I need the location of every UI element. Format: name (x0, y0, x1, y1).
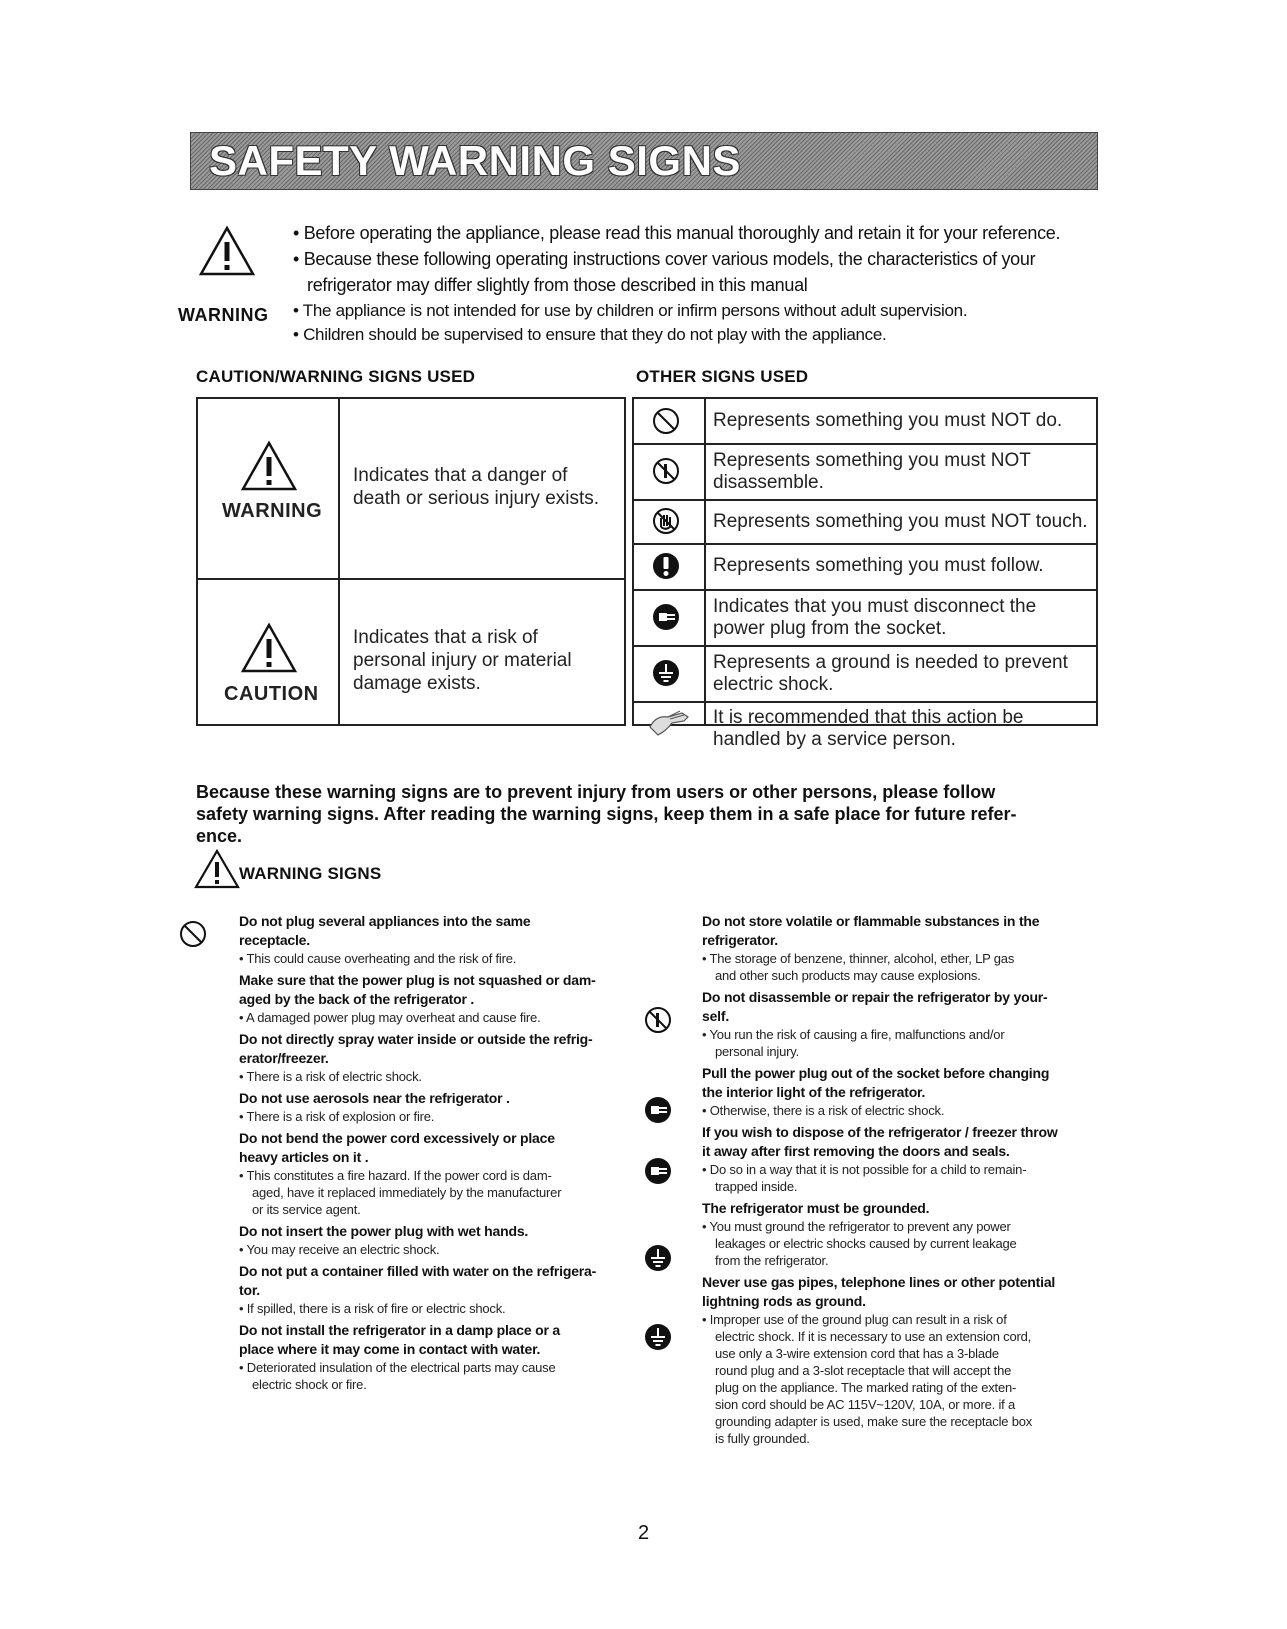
list-item: Do not plug several appliances into the same receptacle. • This could cause overheating and the risk of fire. (239, 912, 649, 967)
caution-warning-heading: CAUTION/WARNING SIGNS USED (196, 367, 476, 386)
table-divider (338, 397, 340, 726)
list-item: Make sure that the power plug is not squashed or dam- aged by the back of the refrigerator . • A damaged power plug may overheat and cause fire. (239, 971, 649, 1026)
notice-paragraph: Because these warning signs are to prevent injury from users or other persons, please follow safety warning signs. After reading the warning signs, keep them in a safe place for future refer- ence. (196, 782, 1017, 846)
table-divider (632, 645, 1098, 647)
intro-bullet: • Because these following operating instructions cover various models, the characteristics of your (293, 247, 1035, 271)
other-sign-text: Represents something you must NOT touch. (713, 511, 1088, 532)
unplug-icon (643, 1095, 673, 1125)
warning-signs-heading: WARNING SIGNS (239, 864, 382, 883)
other-sign-text: Indicates that you must disconnect the power plug from the socket. (713, 596, 1037, 639)
list-item: Do not directly spray water inside or outside the refrig- erator/freezer. • There is a risk of electric shock. (239, 1030, 649, 1085)
no-disassemble-icon (651, 456, 681, 486)
right-warning-list (702, 912, 1097, 1451)
list-item: Do not insert the power plug with wet hands. • You may receive an electric shock. (239, 1222, 649, 1258)
intro-warning-label: WARNING (178, 305, 269, 325)
table-divider (196, 578, 626, 580)
ground-icon (643, 1243, 673, 1273)
list-item: Pull the power plug out of the socket before changing the interior light of the refrigerator. • Otherwise, there is a risk of electric shock. (702, 1064, 1097, 1119)
table-divider (632, 701, 1098, 703)
no-touch-icon (651, 506, 681, 536)
warning-triangle-icon (194, 849, 240, 889)
other-sign-text: Represents something you must follow. (713, 555, 1044, 576)
intro-bullet: • The appliance is not intended for use by children or infirm persons without adult supervision. (293, 299, 967, 323)
warning-label: WARNING (222, 500, 323, 522)
warning-description: Indicates that a danger of death or serious injury exists. (353, 465, 600, 509)
no-disassemble-icon (643, 1005, 673, 1035)
ground-icon (643, 1322, 673, 1352)
caution-triangle-icon (240, 622, 298, 674)
other-sign-text: It is recommended that this action be handled by a service person. (713, 707, 1024, 750)
intro-bullet: • Before operating the appliance, please read this manual thoroughly and retain it for your reference. (293, 221, 1060, 245)
list-item: Do not bend the power cord excessively or place heavy articles on it . • This constitutes a fire hazard. If the power cord is dam- aged, have it replaced immediately by the manufacturer or its service agent. (239, 1129, 649, 1218)
service-person-icon (646, 707, 692, 741)
warning-triangle-icon (198, 225, 256, 277)
table-divider (632, 499, 1098, 501)
unplug-icon (643, 1156, 673, 1186)
must-follow-icon (651, 551, 681, 581)
intro-bullet-continued: refrigerator may differ slightly from those described in this manual (307, 275, 808, 295)
other-signs-heading: OTHER SIGNS USED (636, 367, 809, 386)
table-divider (704, 397, 706, 726)
left-warning-list (239, 912, 649, 1397)
table-divider (632, 443, 1098, 445)
other-sign-text: Represents something you must NOT do. (713, 410, 1063, 431)
table-divider (632, 543, 1098, 545)
list-item: Do not use aerosols near the refrigerator . • There is a risk of explosion or fire. (239, 1089, 649, 1125)
list-item: Do not disassemble or repair the refrigerator by your- self. • You run the risk of causing a fire, malfunctions and/or personal injury. (702, 988, 1097, 1060)
title-banner (190, 132, 1098, 190)
page-title: SAFETY WARNING SIGNS (209, 137, 741, 184)
page-number: 2 (638, 1522, 650, 1544)
list-item: If you wish to dispose of the refrigerator / freezer throw it away after first removing the doors and seals. • Do so in a way that it is not possible for a child to remain- trapped inside. (702, 1123, 1097, 1195)
list-item: Do not store volatile or flammable substances in the refrigerator. • The storage of benzene, thinner, alcohol, ether, LP gas and other such products may cause explosions. (702, 912, 1097, 984)
ground-icon (651, 658, 681, 688)
prohibited-icon (178, 919, 208, 949)
other-sign-text: Represents something you must NOT disassemble. (713, 450, 1031, 493)
caution-description: Indicates that a risk of personal injury or material damage exists. (353, 627, 572, 694)
list-item: Never use gas pipes, telephone lines or other potential lightning rods as ground. • Improper use of the ground plug can result in a risk of electric shock. If it is necessary to use an extension cord, use only a 3-wire extension cord that has a 3-blade round plug and a 3-slot receptacle that will accept the plug on the appliance. The marked rating of the exten- sion cord should be AC 115V~120V, 10A, or more. if a grounding adapter is used, make sure the receptacle box is fully grounded. (702, 1273, 1097, 1447)
prohibited-icon (651, 406, 681, 436)
list-item: Do not put a container filled with water on the refrigera- tor. • If spilled, there is a risk of fire or electric shock. (239, 1262, 649, 1317)
other-sign-text: Represents a ground is needed to prevent electric shock. (713, 652, 1068, 695)
caution-label: CAUTION (224, 683, 319, 705)
warning-triangle-icon (240, 440, 298, 492)
unplug-icon (651, 602, 681, 632)
list-item: The refrigerator must be grounded. • You must ground the refrigerator to prevent any power leakages or electric shocks caused by current leakage from the refrigerator. (702, 1199, 1097, 1269)
intro-bullet: • Children should be supervised to ensure that they do not play with the appliance. (293, 323, 886, 347)
table-divider (632, 589, 1098, 591)
list-item: Do not install the refrigerator in a damp place or a place where it may come in contact with water. • Deteriorated insulation of the electrical parts may cause electric shock or fire. (239, 1321, 649, 1393)
